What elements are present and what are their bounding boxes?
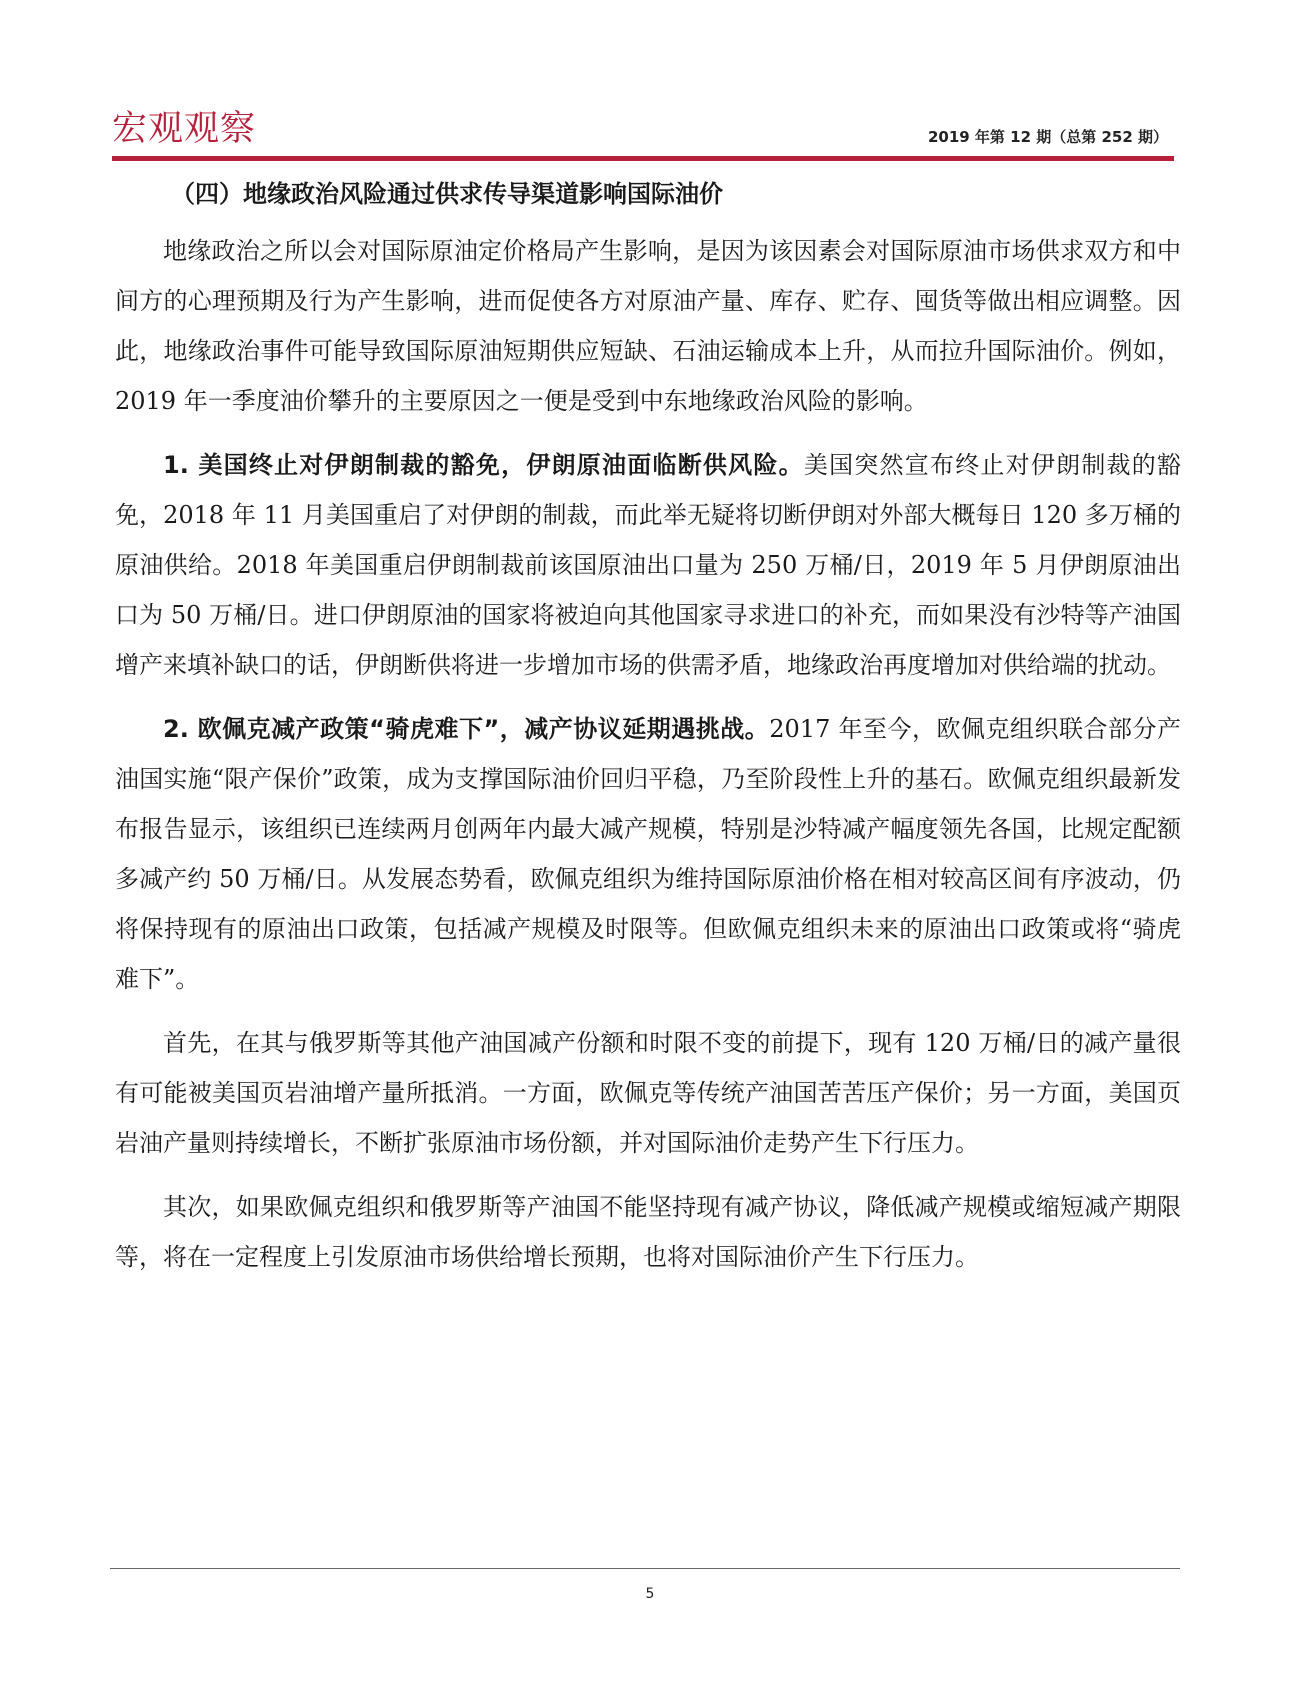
body-paragraph xyxy=(115,226,1181,426)
publication-title: 宏观观察 xyxy=(112,109,257,149)
body-paragraph xyxy=(115,704,1181,1004)
paragraph-text: 地缘政治之所以会对国际原油定价格局产生影响，是因为该因素会对国际原油市场供求双方和中间方的心理预期及行为产生影响，进而促使各方对原油产量、库存、贮存、囤货等做出相应调整。因此，地缘政治事件可能导致国际原油短期供应短缺、石油运输成本上升，从而拉升国际油价。例如，2019 年一季度油价攀升的主要原因之一便是受到中东地缘政治风险的影响。 xyxy=(115,236,1181,415)
footer-divider xyxy=(110,1568,1180,1569)
paragraph-text: 美国突然宣布终止对伊朗制裁的豁免，2018 年 11 月美国重启了对伊朗的制裁，而此举无疑将切断伊朗对外部大概每日 120 多万桶的原油供给。2018 年美国重启伊朗制裁前该国原油出口量为 250 万桶/日，2019 年 5 月伊朗原油出口为 50 万桶/日。进口伊朗原油的国家将被迫向其他国家寻求进口的补充，而如果没有沙特等产油国增产来填补缺口的话，伊朗断供将进一步增加市场的供需矛盾，地缘政治再度增加对供给端的扰动。 xyxy=(115,450,1182,679)
issue-number: 2019 年第 12 期（总第 252 期） xyxy=(927,128,1168,146)
paragraph-text: 其次，如果欧佩克组织和俄罗斯等产油国不能坚持现有减产协议，降低减产规模或缩短减产期限等，将在一定程度上引发原油市场供给增长预期，也将对国际油价产生下行压力。 xyxy=(115,1192,1181,1271)
body-paragraph xyxy=(115,440,1181,690)
page-number: 5 xyxy=(645,1586,655,1602)
paragraph-text: 首先，在其与俄罗斯等其他产油国减产份额和时限不变的前提下，现有 120 万桶/日的减产量很有可能被美国页岩油增产量所抵消。一方面，欧佩克等传统产油国苦苦压产保价；另一方面，美国页岩油产量则持续增长，不断扩张原油市场份额，并对国际油价走势产生下行压力。 xyxy=(115,1028,1181,1157)
body-paragraph xyxy=(115,1182,1181,1282)
page-header xyxy=(108,100,1176,160)
paragraph-lead: 1. 美国终止对伊朗制裁的豁免，伊朗原油面临断供风险。 xyxy=(163,450,804,479)
section-heading: （四）地缘政治风险通过供求传导渠道影响国际油价 xyxy=(171,180,723,208)
paragraph-lead: 2. 欧佩克减产政策“骑虎难下”，减产协议延期遇挑战。 xyxy=(163,714,770,743)
paragraph-text: 2017 年至今，欧佩克组织联合部分产油国实施“限产保价”政策，成为支撑国际油价回归平稳，乃至阶段性上升的基石。欧佩克组织最新发布报告显示，该组织已连续两月创两年内最大减产规模，特别是沙特减产幅度领先各国，比规定配额多减产约 50 万桶/日。从发展态势看，欧佩克组织为维持国际原油价格在相对较高区间有序波动，仍将保持现有的原油出口政策，包括减产规模及时限等。但欧佩克组织未来的原油出口政策或将“骑虎难下”。 xyxy=(115,714,1181,993)
body-paragraph xyxy=(115,1018,1181,1168)
header-divider xyxy=(112,156,1174,161)
article-body xyxy=(115,178,1181,1296)
